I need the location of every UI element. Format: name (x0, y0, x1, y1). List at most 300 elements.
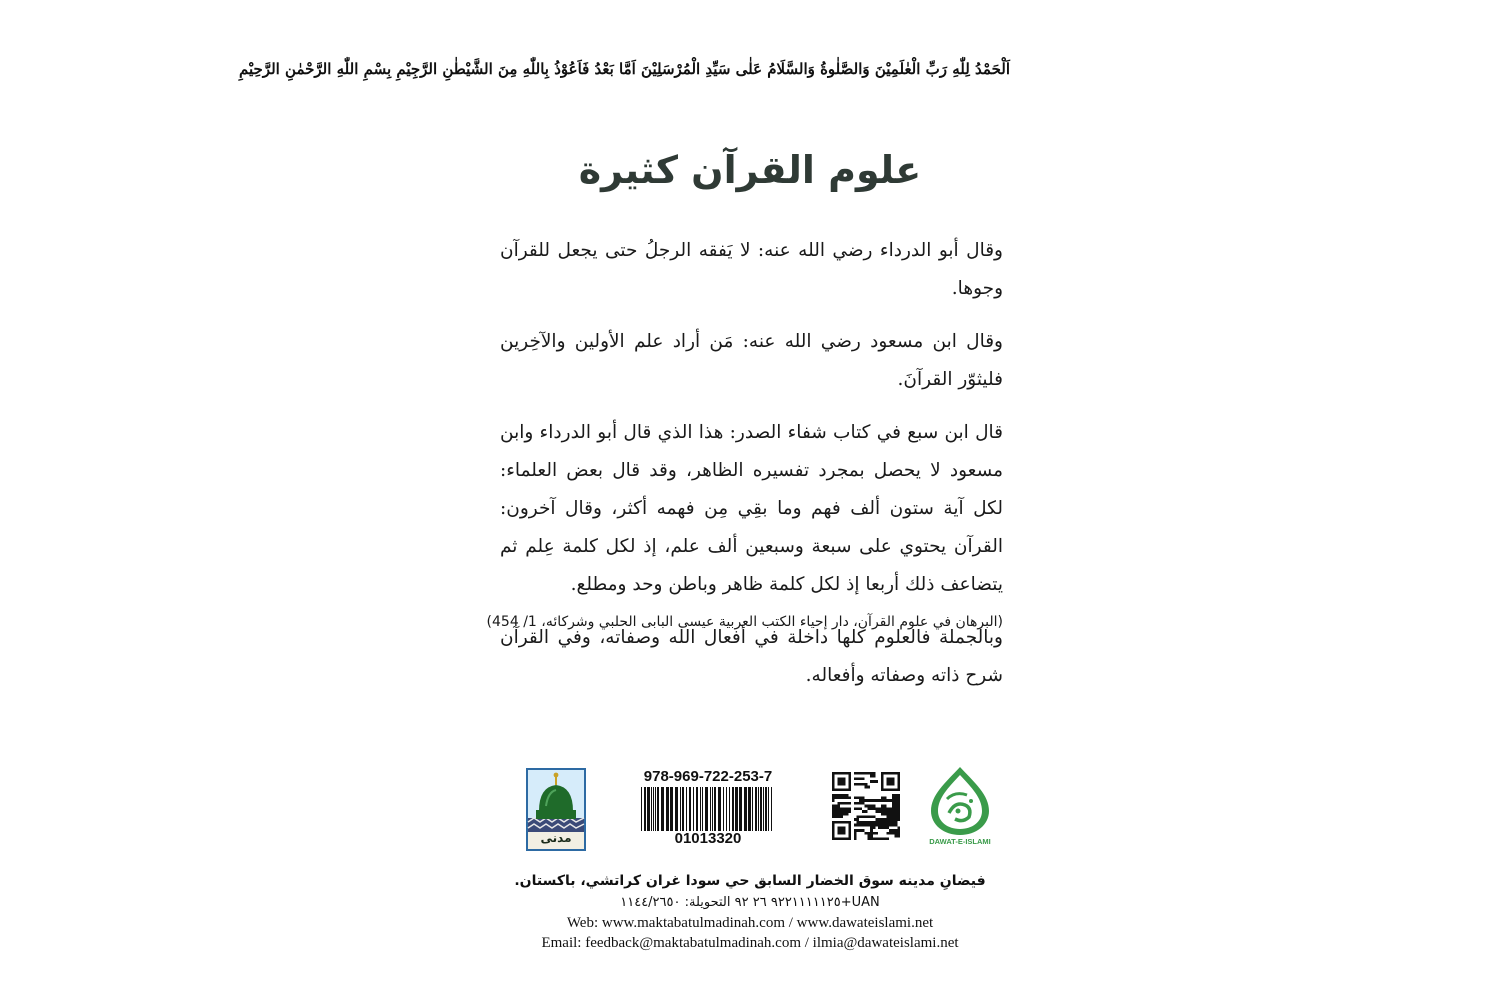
qr-module (854, 783, 857, 786)
qr-module (856, 777, 859, 780)
publisher-footer (480, 870, 1020, 953)
qr-module (835, 816, 838, 819)
qr-module (892, 813, 895, 816)
barcode-bar (682, 787, 684, 831)
barcode-bar (723, 787, 724, 831)
qr-module (876, 837, 879, 840)
qr-module (848, 796, 851, 799)
qr-module (865, 805, 868, 808)
barcode-bar (768, 787, 769, 831)
qr-code-icon (832, 771, 900, 841)
qr-module (897, 807, 900, 810)
qr-module (884, 837, 887, 840)
qr-module (895, 813, 898, 816)
qr-module (889, 807, 892, 810)
qr-module (862, 810, 865, 813)
qr-module (884, 799, 887, 802)
qr-module (862, 821, 865, 824)
barcode-bar (712, 787, 713, 831)
qr-module (832, 799, 835, 802)
qr-module (846, 794, 849, 797)
qr-module (832, 810, 835, 813)
barcode-bar (700, 787, 701, 831)
qr-module (856, 796, 859, 799)
qr-module (840, 813, 843, 816)
qr-module (865, 816, 868, 819)
qr-module (843, 810, 846, 813)
qr-module (870, 826, 873, 829)
qr-module (886, 832, 889, 835)
qr-module (889, 829, 892, 832)
qr-module (862, 796, 865, 799)
qr-module (873, 775, 876, 778)
qr-module (886, 821, 889, 824)
paragraph-2: وقال ابن مسعود رضي الله عنه: مَن أراد علم الأولين والآخِرين فليثوّر القرآنَ. (500, 331, 1003, 390)
qr-module (876, 821, 879, 824)
qr-module (832, 816, 835, 819)
qr-module (854, 777, 857, 780)
barcode-bar (675, 787, 678, 831)
qr-module (870, 799, 873, 802)
qr-module (897, 805, 900, 808)
qr-module (854, 829, 857, 832)
qr-module (876, 818, 879, 821)
qr-module (837, 826, 845, 834)
qr-module (897, 810, 900, 813)
isbn-barcode (638, 768, 778, 848)
qr-module (835, 794, 838, 797)
barcode-bar (705, 787, 708, 831)
barcode-bar (714, 787, 716, 831)
qr-module (895, 824, 898, 827)
qr-module (873, 780, 876, 783)
qr-module (854, 818, 857, 821)
qr-module (886, 810, 889, 813)
qr-module (895, 816, 898, 819)
qr-module (837, 777, 845, 785)
qr-module (895, 832, 898, 835)
qr-module (895, 802, 898, 805)
qr-module (835, 805, 838, 808)
qr-module (867, 821, 870, 824)
qr-module (884, 813, 887, 816)
qr-module (870, 805, 873, 808)
qr-module (859, 799, 862, 802)
qr-module (873, 821, 876, 824)
qr-module (832, 796, 835, 799)
qr-module (870, 832, 873, 835)
madani-dome-logo (526, 768, 586, 851)
barcode-bar (755, 787, 757, 831)
qr-module (867, 807, 870, 810)
qr-module (862, 772, 865, 775)
isbn-number: 978-969-722-253-7 (643, 768, 773, 785)
qr-module (856, 807, 859, 810)
qr-module (856, 818, 859, 821)
qr-module (884, 807, 887, 810)
qr-module (867, 835, 870, 838)
qr-module (854, 835, 857, 838)
qr-module (837, 802, 840, 805)
barcode-bar (748, 787, 751, 831)
barcode-bar (739, 787, 742, 831)
qr-module (862, 777, 865, 780)
qr-module (854, 802, 857, 805)
qr-module (862, 799, 865, 802)
qr-module (856, 802, 859, 805)
barcode-bar (641, 787, 642, 831)
qr-module (881, 826, 884, 829)
qr-module (884, 824, 887, 827)
qr-module (854, 837, 857, 840)
qr-module (897, 818, 900, 821)
qr-module (892, 821, 895, 824)
qr-module (840, 794, 843, 797)
qr-module (897, 835, 900, 838)
qr-module (892, 810, 895, 813)
qr-module (892, 802, 895, 805)
qr-module (892, 799, 895, 802)
qr-module (837, 807, 840, 810)
qr-module (846, 807, 849, 810)
qr-module (881, 813, 884, 816)
qr-module (895, 821, 898, 824)
page-title: علوم القرآن كثيرة (578, 148, 922, 192)
qr-module (873, 837, 876, 840)
barcode-bar (732, 787, 734, 831)
qr-module (897, 813, 900, 816)
qr-module (843, 794, 846, 797)
barcode-bar (710, 787, 711, 831)
qr-module (878, 810, 881, 813)
qr-module (835, 796, 838, 799)
barcode-bar (655, 787, 656, 831)
qr-module (897, 799, 900, 802)
qr-module (848, 810, 851, 813)
qr-module (856, 816, 859, 819)
qr-module (873, 799, 876, 802)
qr-module (832, 794, 835, 797)
qr-module (862, 802, 865, 805)
dawat-leaf-icon (925, 765, 995, 837)
qr-module (854, 796, 857, 799)
qr-module (881, 824, 884, 827)
qr-module (859, 802, 862, 805)
qr-module (867, 799, 870, 802)
barcode-bar (765, 787, 767, 831)
paragraph-4: وبالجملة فالعلوم كلها داخلة في أفعال الله وصفاته، وفي القرآن شرح ذاته وصفاته وأفعاله. (500, 627, 1003, 686)
barcode-bar (693, 787, 694, 831)
qr-module (895, 799, 898, 802)
qr-module (881, 810, 884, 813)
qr-module (867, 816, 870, 819)
qr-module (840, 796, 843, 799)
qr-module (873, 826, 876, 829)
qr-module (895, 835, 898, 838)
qr-module (856, 772, 859, 775)
qr-module (870, 772, 873, 775)
qr-module (876, 832, 879, 835)
qr-module (865, 786, 868, 789)
body-text (486, 232, 1004, 710)
barcode-bar (696, 787, 698, 831)
qr-module (859, 772, 862, 775)
barcode-bar (689, 787, 691, 831)
qr-module (895, 807, 898, 810)
qr-module (859, 816, 862, 819)
qr-module (897, 802, 900, 805)
barcode-bar (651, 787, 652, 831)
qr-module (884, 818, 887, 821)
barcode-bar (666, 787, 669, 831)
qr-module (892, 824, 895, 827)
qr-module (856, 821, 859, 824)
barcode-bar (702, 787, 703, 831)
qr-module (873, 832, 876, 835)
qr-module (859, 796, 862, 799)
publisher-web: Web: www.maktabatulmadinah.com / www.dawateislami.net (566, 915, 934, 931)
paragraph-1: وقال أبو الدرداء رضي الله عنه: لا يَفقه الرجلُ حتى يجعل للقرآن وجوها. (500, 240, 1003, 299)
qr-module (859, 783, 862, 786)
qr-module (895, 796, 898, 799)
qr-module (840, 816, 843, 819)
qr-module (895, 805, 898, 808)
qr-module (854, 807, 857, 810)
qr-module (859, 824, 862, 827)
madani-caption: مدنی (540, 831, 572, 845)
qr-module (889, 813, 892, 816)
qr-module (897, 829, 900, 832)
barcode-bar (647, 787, 650, 831)
barcode-bar (657, 787, 659, 831)
qr-module (856, 824, 859, 827)
qr-module (889, 810, 892, 813)
barcode-bar (771, 787, 772, 831)
barcode-bar (670, 787, 673, 831)
qr-module (881, 807, 884, 810)
qr-module (895, 818, 898, 821)
barcode-bar (744, 787, 747, 831)
qr-module (878, 799, 881, 802)
qr-module (867, 837, 870, 840)
qr-module (843, 796, 846, 799)
qr-module (889, 818, 892, 821)
qr-module (876, 824, 879, 827)
qr-module (837, 805, 840, 808)
qr-module (843, 813, 846, 816)
qr-module (892, 807, 895, 810)
qr-module (878, 826, 881, 829)
qr-module (873, 816, 876, 819)
qr-module (862, 824, 865, 827)
barcode-bar (718, 787, 721, 831)
qr-module (897, 794, 900, 797)
qr-module (859, 777, 862, 780)
barcode-bar (752, 787, 753, 831)
qr-module (837, 796, 840, 799)
qr-module (881, 818, 884, 821)
qr-module (846, 802, 849, 805)
qr-module (873, 824, 876, 827)
barcode-bar (726, 787, 727, 831)
qr-module (856, 783, 859, 786)
qr-module (897, 826, 900, 829)
qr-module (886, 818, 889, 821)
barcode-bar (680, 787, 681, 831)
qr-module (865, 783, 868, 786)
qr-module (886, 813, 889, 816)
qr-module (862, 816, 865, 819)
barcode-code: 01013320 (674, 830, 742, 847)
qr-module (878, 818, 881, 821)
barcode-bar (644, 787, 646, 831)
qr-module (878, 821, 881, 824)
barcode-bar (735, 787, 738, 831)
qr-module (889, 832, 892, 835)
publisher-phone: UAN+٩٢٢١١١١١٢٥ ٢٦ ٩٢ التحويلة: ١١٤٤/٢٦٥٠ (620, 895, 880, 910)
barcode-bar (758, 787, 759, 831)
qr-module (870, 807, 873, 810)
qr-module (873, 772, 876, 775)
qr-module (884, 796, 887, 799)
barcode-bar (729, 787, 730, 831)
qr-module (867, 832, 870, 835)
qr-module (832, 813, 835, 816)
qr-module (870, 829, 873, 832)
qr-module (897, 832, 900, 835)
qr-module (843, 802, 846, 805)
qr-module (867, 805, 870, 808)
qr-module (843, 807, 846, 810)
qr-module (867, 786, 870, 789)
qr-module (886, 799, 889, 802)
qr-module (892, 829, 895, 832)
qr-module (862, 829, 865, 832)
qr-module (870, 780, 873, 783)
qr-module (873, 805, 876, 808)
qr-module (859, 821, 862, 824)
dawat-e-islami-logo (925, 765, 995, 850)
qr-module (865, 824, 868, 827)
qr-module (889, 824, 892, 827)
qr-module (892, 794, 895, 797)
qr-module (884, 805, 887, 808)
qr-module (886, 816, 889, 819)
qr-module (854, 832, 857, 835)
qr-module (832, 805, 835, 808)
qr-module (881, 796, 884, 799)
qr-module (897, 796, 900, 799)
barcode-bar (653, 787, 654, 831)
qr-module (889, 821, 892, 824)
qr-module (886, 807, 889, 810)
qr-module (892, 796, 895, 799)
publisher-email: Email: feedback@maktabatulmadinah.com / ilmia@dawateislami.net (541, 935, 959, 951)
dawat-caption: DAWAT-E-ISLAMI (929, 837, 991, 846)
qr-module (837, 813, 840, 816)
qr-module (848, 802, 851, 805)
source-reference: (البرهان في علوم القرآن، دار إحياء الكتب العربية عيسى البابى الحلبي وشركائه، 1/ 454) (486, 614, 1003, 630)
qr-module (892, 832, 895, 835)
qr-module (870, 824, 873, 827)
paragraph-3: قال ابن سبع في كتاب شفاء الصدر: هذا الذي قال أبو الدرداء وابن مسعود لا يحصل بمجرد تفسيره الظاهر، وقد قال بعض العلماء: لكل آية ستون ألف فهم وما بقِي مِن فهمه أكثر، وقال آخرون: القرآن يحتوي على سبعة وسبعين ألف علم، إذ لكل كلمة عِلم ثم يتضاعف ذلك أربعا إذ لكل كلمة ظاهر وباطن وحد ومطلع. (500, 422, 1004, 595)
bismillah-header: اَلْحَمْدُ لِلّٰهِ رَبِّ الْعٰلَمِيْنَ وَالصَّلٰوةُ وَالسَّلَامُ عَلٰى سَيِّدِ الْمُرْسَلِيْنَ اَمَّا بَعْدُ فَاَعُوْذُ بِاللّٰهِ مِنَ الشَّيْطٰنِ الرَّجِيْمِ بِسْمِ اللّٰهِ الرَّحْمٰنِ الرَّحِيْمِ (239, 60, 1010, 78)
qr-module (876, 780, 879, 783)
qr-module (846, 813, 849, 816)
qr-module (846, 796, 849, 799)
qr-module (865, 799, 868, 802)
qr-module (848, 807, 851, 810)
qr-module (870, 816, 873, 819)
barcode-icon (641, 787, 775, 831)
qr-module (856, 829, 859, 832)
qr-module (878, 837, 881, 840)
qr-module (870, 775, 873, 778)
qr-module (832, 807, 835, 810)
barcode-bar (760, 787, 762, 831)
qr-module (897, 816, 900, 819)
qr-module (865, 810, 868, 813)
qr-module (837, 810, 840, 813)
qr-module (892, 805, 895, 808)
qr-module (881, 799, 884, 802)
qr-module (873, 807, 876, 810)
qr-module (865, 832, 868, 835)
qr-module (886, 826, 889, 829)
publisher-address: فيضانِ مدينه سوق الخضار السابق حي سودا غران كراتشي، باكستان. (514, 873, 986, 889)
barcode-bar (661, 787, 664, 831)
qr-module (895, 810, 898, 813)
qr-module (862, 783, 865, 786)
qr-module (870, 821, 873, 824)
qr-module (835, 813, 838, 816)
qr-module (878, 824, 881, 827)
qr-module (835, 807, 838, 810)
qr-module (867, 824, 870, 827)
qr-module (878, 807, 881, 810)
qr-module (840, 802, 843, 805)
barcode-bar (763, 787, 764, 831)
qr-module (865, 821, 868, 824)
qr-module (884, 821, 887, 824)
qr-module (889, 816, 892, 819)
qr-module (895, 829, 898, 832)
qr-module (886, 824, 889, 827)
qr-module (846, 810, 849, 813)
qr-module (876, 807, 879, 810)
qr-module (881, 821, 884, 824)
qr-module (870, 837, 873, 840)
qr-module (854, 824, 857, 827)
qr-module (892, 818, 895, 821)
qr-module (859, 829, 862, 832)
qr-module (840, 807, 843, 810)
qr-module (837, 794, 840, 797)
qr-module (870, 835, 873, 838)
qr-module (886, 837, 889, 840)
qr-module (865, 772, 868, 775)
qr-module (886, 777, 894, 785)
qr-module (892, 816, 895, 819)
qr-module (889, 799, 892, 802)
qr-module (867, 772, 870, 775)
qr-module (835, 810, 838, 813)
qr-module (876, 810, 879, 813)
qr-module (840, 810, 843, 813)
qr-module (884, 826, 887, 829)
qr-module (884, 810, 887, 813)
qr-module (895, 794, 898, 797)
